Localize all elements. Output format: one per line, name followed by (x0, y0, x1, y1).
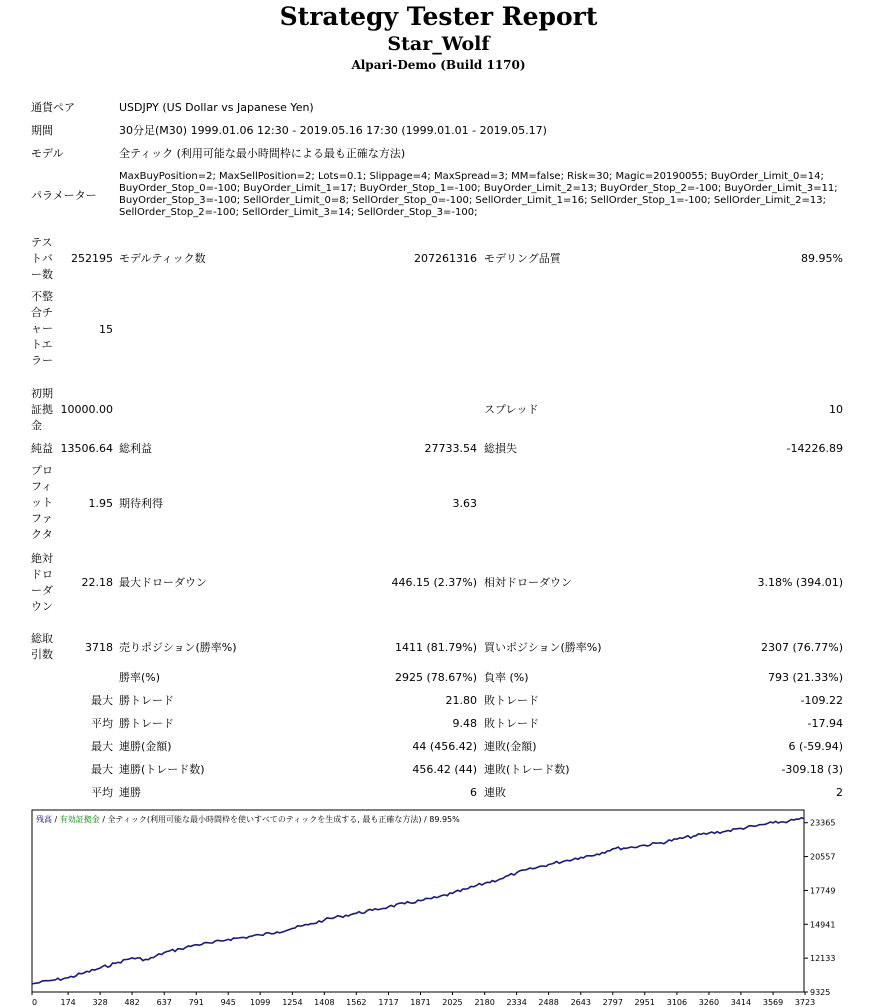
x-axis-ticks (32, 992, 815, 1007)
legend-balance: 残高 (36, 815, 52, 824)
x-tick-label: 1099 (250, 998, 271, 1007)
largest-loss-label: 敗トレード (484, 694, 539, 707)
profit-factor-value: 1.95 (88, 497, 113, 510)
x-tick-label: 3569 (762, 998, 784, 1007)
bars-label: テストバー数 (31, 236, 53, 281)
x-tick-label: 2643 (570, 998, 591, 1007)
avg-cons-wins-label: 連勝 (119, 786, 141, 799)
total-trades-value: 3718 (85, 641, 113, 654)
net-profit-value: 13506.64 (60, 442, 113, 455)
params-value: MaxBuyPosition=2; MaxSellPosition=2; Lots=0.1; Slippage=4; MaxSpread=3; MM=false; Risk=30; Magic=20190055; BuyOrder_Limit_0=14; BuyOrder_Stop_0=-100; BuyOrder_Limit_1=17; BuyOrder_Stop_1=-100; BuyOrder_Limit_2=13; BuyOrder_Stop_2=-100; BuyOrder_Limit_3=11; BuyOrder_Stop_3=-100; SellOrder_Limit_0=8; SellOrder_Stop_0=-100; SellOrder_Limit_1=16; SellOrder_Stop_1=-100; SellOrder_Limit_2=13; SellOrder_Stop_2=-100; SellOrder_Limit_3=14; SellOrder_Stop_3=-100; (119, 171, 838, 218)
x-tick-label: 3260 (698, 998, 720, 1007)
x-tick-label: 2951 (634, 998, 655, 1007)
y-tick-label: 23365 (810, 818, 836, 828)
ticks-value: 207261316 (414, 252, 477, 265)
ticks-label: モデルティック数 (119, 252, 206, 265)
x-tick-label: 328 (92, 998, 108, 1007)
avg-cons-prefix: 平均 (91, 786, 113, 799)
short-positions-label: 売りポジション(勝率%) (119, 641, 237, 654)
largest-win-value: 21.80 (445, 694, 477, 707)
avg-cons-wins-value: 6 (470, 786, 477, 799)
quality-label: モデリング品質 (484, 252, 561, 265)
profit-factor-label: プロフィットファクタ (31, 464, 53, 541)
total-trades-label: 総取引数 (31, 632, 53, 661)
loss-rate-label: 負率 (%) (484, 671, 529, 684)
y-tick-label: 12133 (810, 954, 836, 964)
legend-equity: 有効証拠金 (59, 815, 100, 824)
max-cons-lossamt-label: 連敗(トレード数) (484, 763, 570, 776)
win-rate-label: 勝率(%) (119, 671, 161, 684)
x-tick-label: 637 (156, 998, 172, 1007)
max-cons-losses-value: 6 (-59.94) (788, 740, 843, 753)
max-cons-lossamt-value: -309.18 (3) (781, 763, 843, 776)
mismatch-label: 不整合チャートエラー (31, 290, 53, 367)
expected-payoff-value: 3.63 (452, 497, 477, 510)
symbol-label: 通貨ペア (31, 101, 75, 114)
x-tick-label: 3414 (730, 998, 752, 1007)
avg-cons-losses-value: 2 (836, 786, 843, 799)
short-positions-value: 1411 (81.79%) (394, 641, 477, 654)
model-value: 全ティック (利用可能な最小時間枠による最も正確な方法) (119, 147, 406, 160)
avg-win-label: 勝トレード (119, 717, 174, 730)
period-value: 30分足(M30) 1999.01.06 12:30 - 2019.05.16 17:30 (1999.01.01 - 2019.05.17) (119, 124, 547, 137)
quality-value: 89.95% (801, 252, 843, 265)
params-label: パラメーター (31, 189, 97, 202)
mismatch-value: 15 (99, 323, 113, 336)
expected-payoff-label: 期待利得 (119, 497, 163, 510)
abs-drawdown-value: 22.18 (81, 576, 113, 589)
net-profit-label: 純益 (31, 442, 53, 455)
max-cons-profit-value: 456.42 (44) (412, 763, 477, 776)
balance-chart-svg (0, 808, 877, 1007)
avg-cons-losses-label: 連敗 (484, 786, 506, 799)
x-tick-label: 482 (124, 998, 140, 1007)
deposit-value: 10000.00 (60, 403, 113, 416)
x-tick-label: 2334 (506, 998, 527, 1007)
model-label: モデル (31, 147, 64, 160)
avg-win-value: 9.48 (452, 717, 477, 730)
x-tick-label: 0 (32, 998, 38, 1007)
max-cons-wins-value: 44 (456.42) (412, 740, 477, 753)
max-cons-wins-label: 連勝(金額) (119, 740, 172, 753)
abs-drawdown-label: 絶対ドローダウン (31, 552, 53, 613)
x-tick-label: 3106 (666, 998, 688, 1007)
y-tick-label: 17749 (810, 886, 836, 896)
x-tick-label: 174 (60, 998, 76, 1007)
legend-rest: 全ティック(利用可能な最小時間枠を使いすべてのティックを生成する, 最も正確な方法) / 89.95% (107, 815, 460, 824)
y-tick-label: 14941 (810, 920, 836, 930)
gross-loss-value: -14226.89 (786, 442, 843, 455)
symbol-value: USDJPY (US Dollar vs Japanese Yen) (119, 101, 314, 114)
x-tick-label: 1871 (410, 998, 431, 1007)
legend-sep2: / (99, 815, 108, 824)
x-tick-label: 1562 (346, 998, 367, 1007)
gross-profit-label: 総利益 (119, 442, 152, 455)
report-title: Strategy Tester Report (279, 2, 598, 31)
x-tick-label: 945 (220, 998, 236, 1007)
loss-rate-value: 793 (21.33%) (767, 671, 843, 684)
deposit-label: 初期証拠金 (31, 387, 53, 432)
balance-chart (0, 808, 877, 1007)
x-tick-label: 2025 (442, 998, 463, 1007)
x-tick-label: 2488 (538, 998, 559, 1007)
largest-win-label: 勝トレード (119, 694, 174, 707)
y-tick-label: 9325 (810, 988, 831, 997)
max-cons-prefix: 最大 (91, 740, 113, 753)
avg-loss-label: 敗トレード (484, 717, 539, 730)
rel-drawdown-label: 相対ドローダウン (484, 576, 572, 589)
long-positions-value: 2307 (76.77%) (760, 641, 843, 654)
max-cons-losses-label: 連敗(金額) (484, 740, 537, 753)
rel-drawdown-value: 3.18% (394.01) (757, 576, 843, 589)
x-tick-label: 1717 (378, 998, 399, 1007)
x-tick-label: 3723 (794, 998, 816, 1007)
x-tick-label: 2180 (474, 998, 495, 1007)
max-cons-profit-prefix: 最大 (91, 763, 113, 776)
y-axis-ticks (804, 819, 835, 997)
server-build: Alpari-Demo (Build 1170) (351, 58, 526, 72)
avg-loss-value: -17.94 (807, 717, 843, 730)
period-label: 期間 (31, 124, 53, 137)
spread-value: 10 (829, 403, 843, 416)
gross-profit-value: 27733.54 (424, 442, 477, 455)
long-positions-label: 買いポジション(勝率%) (484, 641, 602, 654)
chart-legend (36, 814, 460, 824)
bars-value: 252195 (71, 252, 113, 265)
legend-sep1: / (52, 815, 60, 824)
largest-loss-value: -109.22 (800, 694, 843, 707)
x-tick-label: 791 (188, 998, 204, 1007)
average-prefix: 平均 (91, 717, 113, 730)
x-tick-label: 2797 (602, 998, 623, 1007)
max-cons-profit-label: 連勝(トレード数) (119, 763, 205, 776)
gross-loss-label: 総損失 (484, 442, 517, 455)
spread-label: スプレッド (484, 403, 539, 416)
win-rate-value: 2925 (78.67%) (394, 671, 477, 684)
y-tick-label: 20557 (810, 852, 836, 862)
ea-name: Star_Wolf (387, 33, 490, 55)
largest-prefix: 最大 (91, 694, 113, 707)
x-tick-label: 1254 (282, 998, 303, 1007)
x-tick-label: 1408 (314, 998, 335, 1007)
max-drawdown-value: 446.15 (2.37%) (391, 576, 477, 589)
max-drawdown-label: 最大ドローダウン (119, 576, 207, 589)
